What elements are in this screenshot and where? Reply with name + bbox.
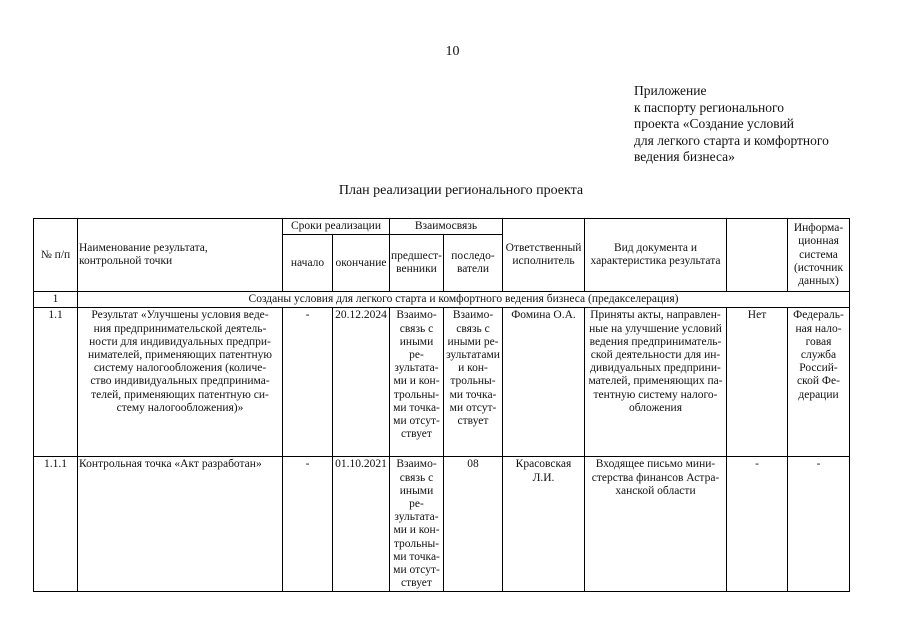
row-successors: Взаимо- связь с иными ре- зультатами и кон- трольны- ми точка- ми отсут- ствует xyxy=(444,308,503,457)
row-start: - xyxy=(283,457,333,592)
row-predecessors: Взаимо- связь с иными ре- зультата- ми и кон- трольны- ми точка- ми отсут- ствует xyxy=(390,308,444,457)
row-level: Нет xyxy=(727,308,788,457)
row-name: Результат «Улучшены условия веде- ния предпринимательской деятель- ности для индивидуальных предпри- нимателей, применяющих патентную систему налогообложения (количе- ство индивидуальных предпринима- телей, применяющих патентную си- стему налогообложения)» xyxy=(78,308,283,457)
row-responsible: Красовская Л.И. xyxy=(503,457,585,592)
table-row xyxy=(34,308,850,457)
header-successors: последо- ватели xyxy=(444,235,503,292)
row-responsible: Фомина О.А. xyxy=(503,308,585,457)
section-text: Созданы условия для легкого старта и комфортного ведения бизнеса (предакселерация) xyxy=(78,292,850,308)
section-row xyxy=(34,292,850,308)
header-terms: Сроки реализации xyxy=(283,219,390,235)
header-num: № п/п xyxy=(34,219,78,292)
row-num: 1.1 xyxy=(34,308,78,457)
plan-title: План реализации регионального проекта xyxy=(338,183,584,198)
header-relation: Взаимосвязь xyxy=(390,219,503,235)
row-document: Приняты акты, направлен- ные на улучшение условий ведения предприниматель- ской деятельности для ин- дивидуальных предприни- мателей, применяющих па- тентную систему налого- обложения xyxy=(585,308,727,457)
appendix-line: проекта «Создание условий xyxy=(634,116,795,131)
row-level: - xyxy=(727,457,788,592)
row-document: Входящее письмо мини- стерства финансов Астра- ханской области xyxy=(585,457,727,592)
row-predecessors: Взаимо- связь с иными ре- зультата- ми и кон- трольны- ми точка- ми отсут- ствует xyxy=(390,457,444,592)
page-number: 10 xyxy=(445,44,460,59)
row-name: Контрольная точка «Акт разработан» xyxy=(78,457,283,592)
row-successors: 08 xyxy=(444,457,503,592)
row-start: - xyxy=(283,308,333,457)
table-row xyxy=(34,457,850,592)
appendix-line: Приложение xyxy=(634,83,707,98)
row-end: 20.12.2024 xyxy=(333,308,390,457)
header-predecessors: предшест- венники xyxy=(390,235,444,292)
appendix-line: к паспорту регионального xyxy=(634,99,784,115)
header-document: Вид документа и характеристика результата xyxy=(585,219,727,292)
row-num: 1.1.1 xyxy=(34,457,78,592)
header-end: окончание xyxy=(333,235,390,292)
header-level xyxy=(727,219,788,292)
row-info-system: - xyxy=(788,457,850,592)
header-responsible: Ответственный исполнитель xyxy=(503,219,585,292)
appendix-line: ведения бизнеса» xyxy=(634,149,735,164)
header-info-system: Информа- ционная система (источник данных) xyxy=(788,219,850,292)
appendix-line: для легкого старта и комфортного xyxy=(634,132,829,148)
header-start: начало xyxy=(283,235,333,292)
header-name: Наименование результата, контрольной точки xyxy=(78,219,283,292)
row-end: 01.10.2021 xyxy=(333,457,390,592)
plan-table xyxy=(33,218,850,592)
appendix-block xyxy=(634,83,896,166)
row-info-system: Федераль- ная нало- говая служба Россий- ской Фе- дерации xyxy=(788,308,850,457)
section-num: 1 xyxy=(34,292,78,308)
